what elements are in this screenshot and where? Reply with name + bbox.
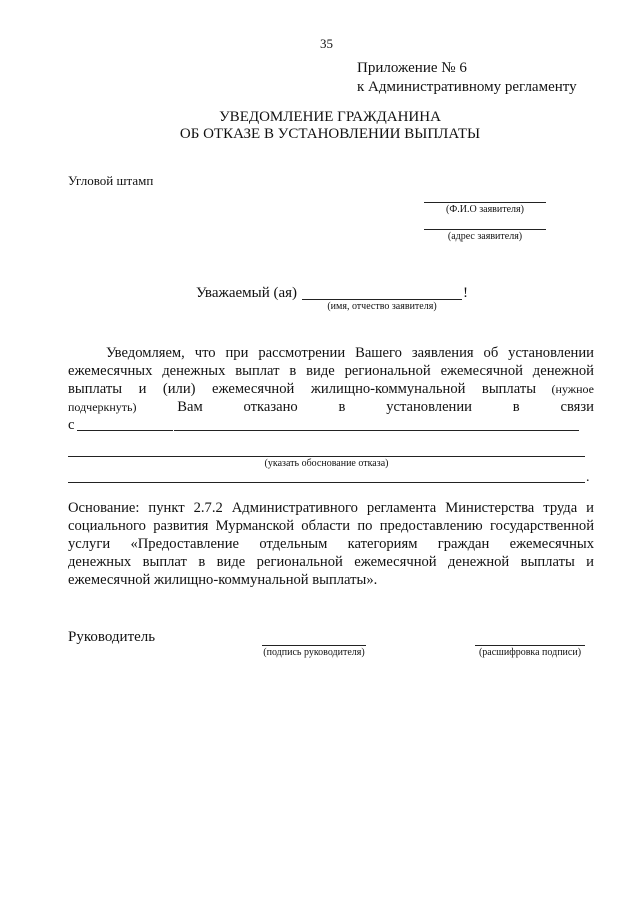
notice-word: отказано: [243, 399, 298, 415]
signature-caption: (подпись руководителя): [263, 647, 365, 658]
document-title-line2: ОБ ОТКАЗЕ В УСТАНОВЛЕНИИ ВЫПЛАТЫ: [179, 126, 481, 142]
document-title-line1: УВЕДОМЛЕНИЕ ГРАЖДАНИНА: [219, 109, 441, 125]
reason-caption: (указать обоснование отказа): [264, 458, 389, 469]
notice-line-3-note: (нужное: [551, 382, 594, 396]
greeting-text: Уважаемый (ая): [196, 285, 298, 301]
notice-word: в: [338, 399, 346, 415]
applicant-name-caption: (Ф.И.О заявителя): [446, 204, 524, 215]
reason-line-1: [174, 430, 579, 431]
greeting-exclamation: !: [463, 285, 468, 301]
applicant-address-caption: (адрес заявителя): [447, 231, 523, 242]
applicant-address-line: [424, 229, 546, 230]
notice-line-5-prefix: с: [68, 417, 75, 433]
basis-line-3: услуги «Предоставление отдельным категориям граждан ежемесячных: [68, 536, 594, 552]
appendix-reference: к Административному регламенту: [357, 79, 577, 95]
corner-stamp-label: Угловой штамп: [68, 173, 154, 188]
greeting-caption: (имя, отчество заявителя): [327, 301, 437, 312]
notice-line-1: Уведомляем, что при рассмотрении Вашего заявления об установлении: [106, 345, 594, 361]
notice-line-2: ежемесячных денежных выплат в виде региональной ежемесячной денежной: [68, 363, 594, 379]
reason-line-2: [68, 456, 585, 457]
notice-line-4-note: подчеркнуть): [68, 400, 137, 414]
signature-line: [262, 645, 366, 646]
notice-word: Вам: [177, 399, 203, 415]
appendix-number: Приложение № 6: [357, 60, 467, 76]
page-number: 35: [320, 36, 333, 51]
notice-word: в: [512, 399, 520, 415]
basis-line-1: Основание: пункт 2.7.2 Административного регламента Министерства труда и: [68, 500, 594, 516]
notice-line-3-main: выплаты и (или) ежемесячной жилищно-коммунальной выплаты: [68, 381, 536, 397]
greeting-name-line: [302, 299, 462, 300]
notice-line-4: [68, 398, 594, 416]
basis-line-4: денежных выплат в виде региональной ежемесячной денежной выплаты и: [68, 554, 594, 570]
signature-decode-line: [475, 645, 585, 646]
reason-line-3: [68, 482, 585, 483]
basis-line-2: социального развития Мурманской области по предоставлению государственной: [68, 518, 594, 534]
notice-word: связи: [560, 399, 594, 415]
applicant-name-line: [424, 202, 546, 203]
signature-label: Руководитель: [68, 629, 156, 645]
notice-word: установлении: [386, 399, 472, 415]
reason-line-short: [77, 430, 173, 431]
signature-decode-caption: (расшифровка подписи): [478, 647, 582, 658]
basis-line-5: ежемесячной жилищно-коммунальной выплаты».: [68, 572, 378, 588]
notice-line-3: [68, 380, 594, 398]
reason-end-dot: .: [586, 470, 590, 485]
